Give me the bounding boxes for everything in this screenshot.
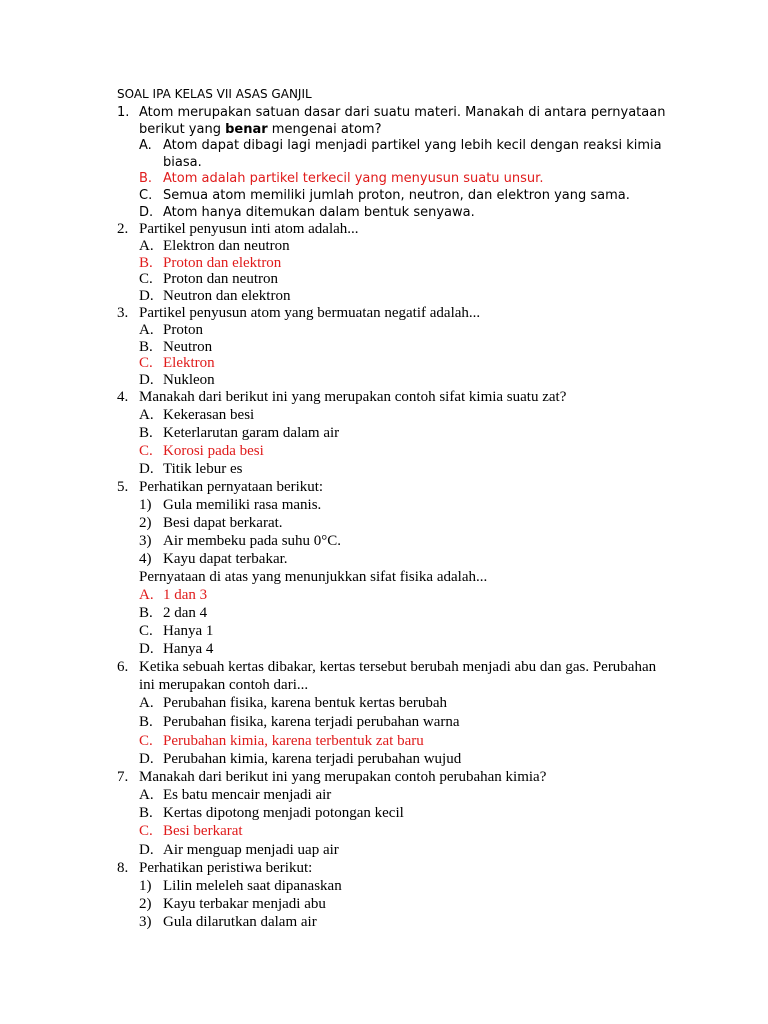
option-text: biasa. (163, 155, 202, 170)
option-letter: C. (139, 823, 153, 839)
option-text: Air menguap menjadi uap air (163, 842, 339, 858)
question-number: 5. (117, 479, 129, 495)
option-text: Semua atom memiliki jumlah proton, neutron, dan elektron yang sama. (163, 188, 630, 203)
option-text: Perubahan fisika, karena terjadi perubahan warna (163, 714, 460, 730)
question-number: 1. (117, 105, 130, 120)
option-text: Hanya 4 (163, 641, 214, 657)
option-letter: D. (139, 641, 154, 657)
question-text: ini merupakan contoh dari... (139, 677, 309, 693)
option-letter: B. (139, 805, 153, 821)
option-1a-cont (163, 154, 202, 171)
question-number: 8. (117, 860, 129, 876)
question-text: Atom merupakan satuan dasar dari suatu materi. Manakah di antara pernyataan (139, 105, 666, 120)
emphasis-text: benar (225, 122, 268, 137)
option-letter: B. (139, 605, 153, 621)
statement-text: Lilin meleleh saat dipanaskan (163, 878, 342, 894)
option-letter: C. (139, 188, 153, 203)
question-number: 3. (117, 305, 129, 321)
option-letter: A. (139, 787, 154, 803)
question-number: 7. (117, 769, 129, 785)
question-text: Manakah dari berikut ini yang merupakan contoh sifat kimia suatu zat? (139, 389, 567, 405)
statement-text: Besi dapat berkarat. (163, 515, 283, 531)
option-text: Atom hanya ditemukan dalam bentuk senyawa. (163, 205, 475, 220)
option-text: Elektron (163, 355, 215, 371)
option-text: Perubahan kimia, karena terjadi perubahan wujud (163, 751, 462, 767)
statement-number: 1) (139, 497, 152, 513)
option-letter: D. (139, 751, 154, 767)
question-text: Manakah dari berikut ini yang merupakan contoh perubahan kimia? (139, 769, 547, 785)
question-text: Pernyataan di atas yang menunjukkan sifat fisika adalah... (139, 569, 488, 585)
option-letter: A. (139, 695, 154, 711)
option-text: Neutron (163, 339, 213, 355)
option-letter: D. (139, 461, 154, 477)
page-title: SOAL IPA KELAS VII ASAS GANJIL (117, 87, 312, 101)
question-text: Perhatikan peristiwa berikut: (139, 860, 313, 876)
question-text: mengenai atom? (267, 122, 382, 137)
option-letter: B. (139, 339, 153, 355)
statement-text: Gula memiliki rasa manis. (163, 497, 322, 513)
option-letter: B. (139, 171, 153, 186)
question-6-line-2 (139, 677, 308, 694)
option-letter: C. (139, 623, 153, 639)
option-letter: C. (139, 733, 153, 749)
option-text: Atom dapat dibagi lagi menjadi partikel yang lebih kecil dengan reaksi kimia (163, 138, 662, 153)
option-text: Kekerasan besi (163, 407, 255, 423)
question-text: Partikel penyusun inti atom adalah... (139, 221, 359, 237)
option-letter: D. (139, 842, 154, 858)
statement-text: Kayu dapat terbakar. (163, 551, 288, 567)
option-text: Proton dan neutron (163, 271, 278, 287)
statement-number: 3) (139, 533, 152, 549)
option-text: Elektron dan neutron (163, 238, 290, 254)
statement-number: 2) (139, 515, 152, 531)
option-letter: A. (139, 238, 154, 254)
option-text: Besi berkarat (163, 823, 243, 839)
statement-text: Gula dilarutkan dalam air (163, 914, 317, 930)
option-text: 2 dan 4 (163, 605, 208, 621)
question-number: 4. (117, 389, 129, 405)
option-letter: B. (139, 714, 153, 730)
option-letter: A. (139, 407, 154, 423)
option-letter: B. (139, 255, 153, 271)
option-text: Es batu mencair menjadi air (163, 787, 332, 803)
option-letter: B. (139, 425, 153, 441)
option-letter: A. (139, 587, 154, 603)
option-text: 1 dan 3 (163, 587, 208, 603)
option-letter: D. (139, 288, 154, 304)
statement-number: 2) (139, 896, 152, 912)
option-letter: D. (139, 372, 154, 388)
option-text: Titik lebur es (163, 461, 243, 477)
option-letter: A. (139, 138, 152, 153)
option-letter: C. (139, 271, 153, 287)
question-number: 2. (117, 221, 129, 237)
option-letter: C. (139, 443, 153, 459)
option-letter: C. (139, 355, 153, 371)
question-1-line-2 (139, 121, 381, 138)
option-text: Nukleon (163, 372, 215, 388)
option-text: Perubahan fisika, karena bentuk kertas berubah (163, 695, 448, 711)
question-text: Perhatikan pernyataan berikut: (139, 479, 324, 495)
question-5-prompt (139, 569, 487, 586)
option-text: Kertas dipotong menjadi potongan kecil (163, 805, 404, 821)
option-text: Hanya 1 (163, 623, 214, 639)
option-text: Neutron dan elektron (163, 288, 291, 304)
option-text: Korosi pada besi (163, 443, 264, 459)
option-text: Proton dan elektron (163, 255, 282, 271)
statement-text: Air membeku pada suhu 0°C. (163, 533, 342, 549)
question-number: 6. (117, 659, 129, 675)
option-text: Atom adalah partikel terkecil yang menyusun suatu unsur. (163, 171, 544, 186)
option-text: Keterlarutan garam dalam air (163, 425, 340, 441)
option-letter: A. (139, 322, 154, 338)
option-text: Perubahan kimia, karena terbentuk zat baru (163, 733, 424, 749)
statement-text: Kayu terbakar menjadi abu (163, 896, 326, 912)
option-letter: D. (139, 205, 154, 220)
question-text: Ketika sebuah kertas dibakar, kertas tersebut berubah menjadi abu dan gas. Perubahan (139, 659, 657, 675)
question-text: berikut yang (139, 122, 226, 137)
option-text: Proton (163, 322, 204, 338)
statement-number: 1) (139, 878, 152, 894)
statement-number: 4) (139, 551, 152, 567)
question-text: Partikel penyusun atom yang bermuatan negatif adalah... (139, 305, 481, 321)
statement-number: 3) (139, 914, 152, 930)
